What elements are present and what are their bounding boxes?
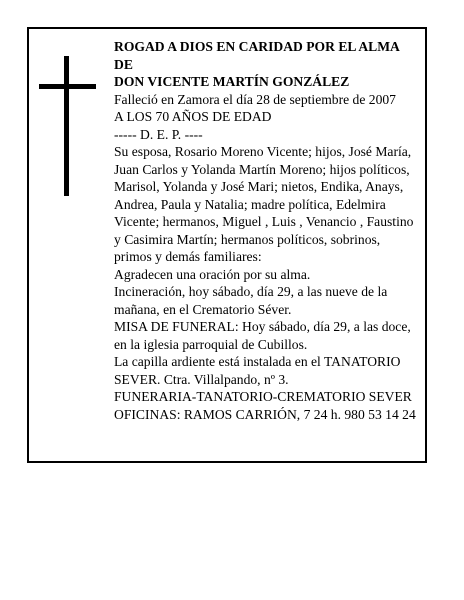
mass-line: MISA DE FUNERAL: Hoy sábado, día 29, a las doce, [114, 319, 411, 334]
deceased-name: DON VICENTE MARTÍN GONZÁLEZ [114, 74, 350, 89]
family-line: y Casimira Martín; hermanos políticos, sobrinos, [114, 231, 381, 247]
cross-vertical-bar [64, 56, 69, 196]
heading-line-2: DE [114, 56, 133, 72]
age-line: A LOS 70 AÑOS DE EDAD [114, 109, 272, 124]
obituary-text [114, 38, 424, 423]
cremation-line: mañana, en el Crematorio Séver. [114, 301, 292, 317]
thanks-line: Agradecen una oración por su alma. [114, 266, 311, 282]
chapel-line: SEVER. Ctra. Villalpando, nº 3. [114, 371, 289, 387]
family-line: Su esposa, Rosario Moreno Vicente; hijos, José María, [114, 144, 412, 159]
offices-line: OFICINAS: RAMOS CARRIÓN, 7 24 h. 980 53 14 24 [114, 406, 416, 422]
mass-line: en la iglesia parroquial de Cubillos. [114, 336, 308, 352]
funeral-home-line: FUNERARIA-TANATORIO-CREMATORIO SEVER [114, 389, 412, 404]
family-line: Marisol, Yolanda y José Mari; nietos, Endika, Anays, [114, 179, 404, 194]
cremation-line: Incineración, hoy sábado, día 29, a las nueve de la [114, 284, 388, 299]
family-line: Vicente; hermanos, Miguel , Luis , Venancio , Faustino [114, 214, 414, 229]
family-line: Andrea, Paula y Natalia; madre política, Edelmira [114, 196, 386, 212]
family-line: primos y demás familiares: [114, 249, 262, 264]
rip-line: ----- D. E. P. ---- [114, 126, 203, 142]
chapel-line: La capilla ardiente está instalada en el TANATORIO [114, 354, 401, 369]
heading-line-1: ROGAD A DIOS EN CARIDAD POR EL ALMA [114, 39, 400, 54]
cross-horizontal-bar [39, 84, 96, 89]
family-line: Juan Carlos y Yolanda Martín Moreno; hijos políticos, [114, 161, 410, 177]
death-date: Falleció en Zamora el día 28 de septiembre de 2007 [114, 91, 396, 107]
